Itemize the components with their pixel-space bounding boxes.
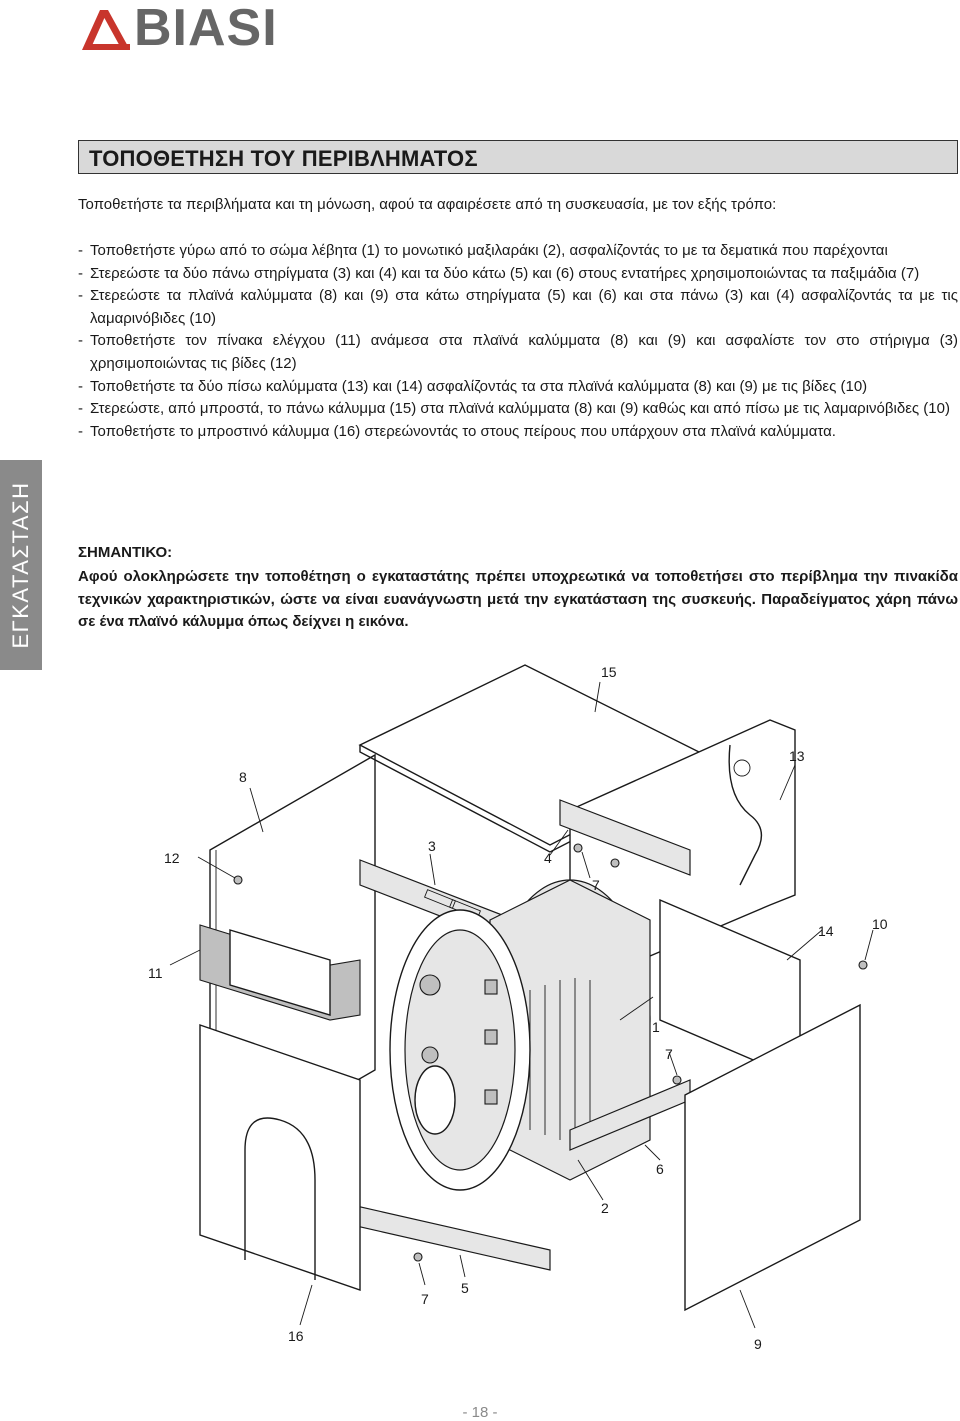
callout-4: 4 — [544, 850, 552, 866]
callout-9: 9 — [754, 1336, 762, 1352]
list-item: - Τοποθετήστε γύρω από το σώμα λέβητα (1) το μονωτικό μαξιλαράκι (2), ασφαλίζοντάς το με τα δεματικά που παρέχονται — [78, 240, 958, 263]
instruction-list — [78, 240, 958, 443]
callout-13: 13 — [789, 748, 805, 764]
callout-15: 15 — [601, 664, 617, 680]
note-heading: ΣΗΜΑΝΤΙΚΟ: — [78, 544, 173, 561]
step-text: Τοποθετήστε το μπροστινό κάλυμμα (16) στερεώνοντάς το στους πείρους που υπάρχουν στα πλαϊνά καλύμματα. — [90, 422, 836, 440]
callout-11: 11 — [148, 965, 163, 981]
step-text: Τοποθετήστε τα δύο πίσω καλύμματα (13) και (14) ασφαλίζοντάς τα στα πλαϊνά καλύμματα (8) και (9) με τις βίδες (10) — [90, 377, 868, 395]
callout-5: 5 — [461, 1280, 469, 1296]
list-item: - Τοποθετήστε τον πίνακα ελέγχου (11) ανάμεσα στα πλαϊνά καλύμματα (8) και (9) και ασφαλίστε τον στο στήριγμα (3) χρησιμοποιώντας τις βίδες (12) — [78, 330, 958, 375]
side-tab-label: ΕΓΚΑΤΑΣΤΑΣΗ — [8, 481, 33, 649]
callout-1: 1 — [652, 1019, 660, 1035]
callout-7-right: 7 — [665, 1046, 673, 1062]
callout-10: 10 — [872, 916, 888, 932]
list-item: - Στερεώστε τα πλαϊνά καλύμματα (8) και (9) στα κάτω στηρίγματα (5) και (6) και στα πάνω (3) και (4) ασφαλίζοντάς τα με τις λαμαρινόβιδες (10) — [78, 285, 958, 330]
list-item: - Τοποθετήστε τα δύο πίσω καλύμματα (13) και (14) ασφαλίζοντάς τα στα πλαϊνά καλύμματα (8) και (9) με τις βίδες (10) — [78, 376, 958, 399]
callout-7-upper: 7 — [592, 877, 600, 893]
brand-name: BIASI — [134, 0, 278, 57]
support-5 — [330, 1200, 550, 1270]
list-item: - Στερεώστε τα δύο πάνω στηρίγματα (3) και (4) και τα δύο κάτω (5) και (6) στους εντατήρες χρησιμοποιώντας τα παξιμάδια (7) — [78, 263, 958, 286]
callout-8: 8 — [239, 769, 247, 785]
callout-14: 14 — [818, 923, 834, 939]
section-title-bar — [78, 140, 958, 174]
callout-3: 3 — [428, 838, 436, 854]
step-text: Στερεώστε, από μπροστά, το πάνω κάλυμμα (15) στα πλαϊνά καλύμματα (8) και (9) καθώς και από πίσω με τις λαμαρινόβιδες (10) — [90, 400, 950, 418]
callout-12: 12 — [164, 850, 180, 866]
callout-16: 16 — [288, 1328, 304, 1344]
note-body: Αφού ολοκληρώσετε την τοποθέτηση ο εγκαταστάτης πρέπει υποχρεωτικά να τοποθετήσει στο περίβλημα την πινακίδα τεχνικών χαρακτηριστικών, ώστε να είναι ευανάγνωστη μετά την εγκατάσταση της συσκευής. Παραδείγματος χάρη πάνω σε ένα πλαϊνό κάλυμμα όπως δείχνει η εικόνα. — [78, 568, 958, 631]
step-text: Τοποθετήστε τον πίνακα ελέγχου (11) ανάμεσα στα πλαϊνά καλύμματα (8) και (9) και ασφαλίστε τον στο στήριγμα (3) χρησιμοποιώντας τις βίδες (12) — [90, 332, 958, 372]
screw-10 — [859, 961, 867, 969]
list-item: - Στερεώστε, από μπροστά, το πάνω κάλυμμα (15) στα πλαϊνά καλύμματα (8) και (9) καθώς και από πίσω με τις λαμαρινόβιδες (10) — [78, 398, 958, 421]
intro-text: Τοποθετήστε τα περιβλήματα και τη μόνωση, αφού τα αφαιρέσετε από τη συσκευασία, με τον εξής τρόπο: — [78, 196, 777, 213]
section-title: ΤΟΠΟΘΕΤΗΣΗ ΤΟΥ ΠΕΡΙΒΛΗΜΑΤΟΣ — [89, 146, 478, 171]
step-text: Τοποθετήστε γύρω από το σώμα λέβητα (1) το μονωτικό μαξιλαράκι (2), ασφαλίζοντάς το με τα δεματικά που παρέχονται — [90, 242, 888, 259]
callout-7-lower: 7 — [421, 1291, 429, 1307]
step-text: Στερεώστε τα πλαϊνά καλύμματα (8) και (9) στα κάτω στηρίγματα (5) και (6) και στα πάνω (3) και (4) ασφαλίζοντάς τα με τις λαμαρινόβιδες (10) — [90, 287, 958, 327]
callout-2: 2 — [601, 1200, 609, 1216]
page-number: - 18 - — [462, 1404, 498, 1421]
list-item: - Τοποθετήστε το μπροστινό κάλυμμα (16) στερεώνοντάς το στους πείρους που υπάρχουν στα πλαϊνά καλύμματα. — [78, 421, 958, 444]
logo-mark-icon — [78, 4, 134, 52]
exploded-assembly-drawing — [130, 660, 890, 1360]
screw-12 — [234, 876, 242, 884]
side-panel-9 — [685, 1005, 860, 1310]
step-text: Στερεώστε τα δύο πάνω στηρίγματα (3) και (4) και τα δύο κάτω (5) και (6) στους εντατήρες χρησιμοποιώντας τα παξιμάδια (7) — [90, 264, 920, 282]
callout-6: 6 — [656, 1161, 664, 1177]
